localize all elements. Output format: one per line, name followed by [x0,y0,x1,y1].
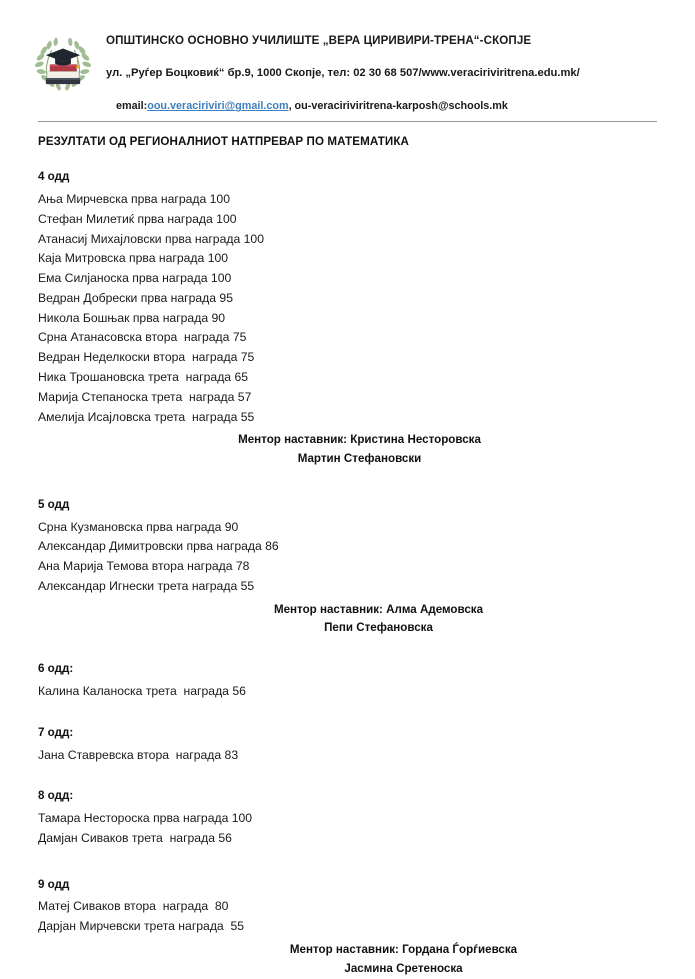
award-line: Каја Митровска прва награда 100 [38,251,229,266]
mentor-block [38,601,657,639]
email-label: email: [116,100,148,113]
award-line: Ведран Добрески прва награда 95 [38,290,233,305]
grade-section-9 [38,876,657,979]
document-body [0,122,695,978]
email-secondary: , ou-veraciriviritrena-karposh@schools.mk [288,100,508,113]
award-line: Ника Трошановска трета награда 65 [38,369,249,384]
grade-section-5 [38,496,657,638]
award-line: Срна Кузмановска прва награда 90 [38,519,239,534]
award-line: Атанасиј Михајловски прва награда 100 [38,231,264,246]
grade-heading: 6 одд: [38,662,74,676]
school-logo [26,28,100,96]
grade-section-8 [38,787,657,848]
letterhead-divider [38,121,657,122]
award-line: Дамјан Сиваков трета награда 56 [38,830,232,845]
award-line: Александар Игнески трета награда 55 [38,578,255,593]
grade-heading: 8 одд: [38,789,74,803]
graduation-cap-books-laurel-icon [30,30,96,96]
award-line: Ема Силјаноска прва награда 100 [38,271,232,286]
award-line: Ана Марија Темова втора награда 78 [38,559,250,574]
spacer [38,643,657,660]
spacer [38,474,657,496]
grade-section-6 [38,660,657,702]
award-line: Тамара Нестороска прва награда 100 [38,811,253,826]
award-line: Никола Бошњак прва награда 90 [38,310,226,325]
award-line: Јана Ставревска втора награда 83 [38,747,239,762]
page-title: РЕЗУЛТАТИ ОД РЕГИОНАЛНИОТ НАТПРЕВАР ПО МАТЕМАТИКА [38,135,409,149]
mentor-line: Пепи Стефановска [324,621,433,635]
award-line: Срна Атанасовска втора награда 75 [38,330,247,345]
mentor-line: Ментор наставник: Алма Адемовска [273,602,484,616]
award-line: Матеј Сиваков втора награда 80 [38,899,229,914]
award-line: Александар Димитровски прва награда 86 [38,539,279,554]
mentor-line: Ментор наставник: Гордана Ѓорѓиевска [289,942,518,956]
school-name: ОПШТИНСКО ОСНОВНО УЧИЛИШТЕ „ВЕРА ЦИРИВИРИ-ТРЕНА“-СКОПЈЕ [106,34,532,47]
mentor-block [38,941,657,979]
mentor-line: Јасмина Сретеноска [344,961,463,975]
school-email-line [106,100,669,113]
award-line: Ања Мирчевска прва награда 100 [38,192,230,207]
mentor-block [38,431,657,469]
award-line: Стефан Милетиќ прва награда 100 [38,211,237,226]
grade-heading: 9 одд [38,877,70,891]
award-line: Дарјан Мирчевски трета награда 55 [38,919,245,934]
email-link-gmail[interactable]: oou.veraciriviri@gmail.com [147,100,289,113]
award-line: Ведран Неделкоски втора награда 75 [38,350,255,365]
grade-heading: 5 одд [38,497,70,511]
award-line: Марија Степаноска трета награда 57 [38,389,252,404]
letterhead [0,0,695,122]
school-address: ул. „Руѓер Боцковиќ“ бр.9, 1000 Скопје, тел: 02 30 68 507/www.veraciriviritrena.edu.mk/ [106,66,580,79]
award-line: Калина Каланоска трета награда 56 [38,684,246,699]
mentor-line: Ментор наставник: Кристина Несторовска [238,433,481,447]
award-line: Амелија Исајловска трета награда 55 [38,409,255,424]
grade-heading: 4 одд [38,170,70,184]
spacer [38,707,657,724]
grade-section-7 [38,724,657,766]
spacer [38,770,657,787]
mentor-line: Мартин Стефановски [297,452,422,466]
grade-heading: 7 одд: [38,725,74,739]
grade-section-4 [38,168,657,469]
spacer [38,854,657,876]
